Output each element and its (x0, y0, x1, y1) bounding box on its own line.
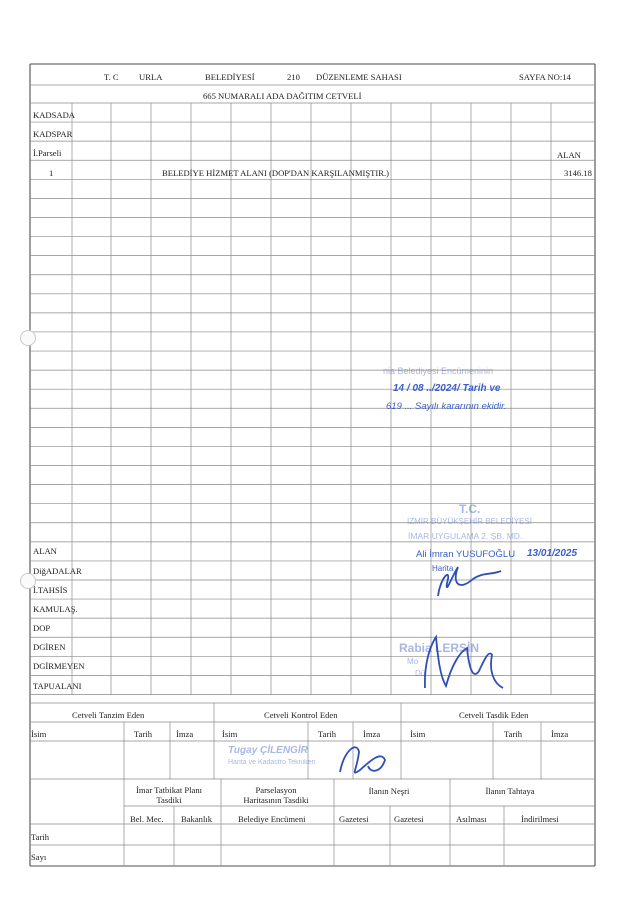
parselasyon-label: Parselasyon (255, 785, 297, 795)
council-stamp-line2: 14 / 08 ../2024/ Tarih ve (393, 383, 501, 394)
ibb-stamp-tc: T.C. (459, 502, 481, 516)
ilanin-nesri-label: İlanın Neşri (368, 786, 410, 796)
bel-mec-label: Bel. Mec. (130, 814, 164, 824)
imar-tatbikat-label: İmar Tatbikat Planı (135, 785, 203, 795)
tanzim-tarih: Tarih (134, 729, 153, 739)
first-row-desc: BELEDİYE HİZMET ALANI (DOP'DAN KARŞILANMIŞTIR.) (162, 168, 389, 178)
council-stamp-line3: 619 ... Sayılı kararının ekidir. (386, 401, 507, 412)
ilanin-tahtaya-label: İlanın Tahtaya (485, 786, 535, 796)
rabia-stamp-l3: Dü (415, 669, 426, 678)
tasdik-heading: Cetveli Tasdik Eden (459, 710, 529, 720)
kontrol-isim: İsim (222, 729, 238, 739)
tarih-row-label: Tarih (31, 832, 50, 842)
bakanlik-label: Bakanlık (181, 814, 213, 824)
header-area-no: 210 (287, 72, 300, 82)
engineer-title: Harita (432, 564, 454, 573)
tanzim-heading: Cetveli Tanzim Eden (72, 710, 145, 720)
ibb-stamp-dept: İMAR UYGULAMA 2. ŞB. MD. (408, 531, 523, 541)
tasdik-isim: İsim (410, 729, 426, 739)
summary-dgirmeyen: DGİRMEYEN (33, 661, 85, 671)
header-city: URLA (139, 72, 163, 82)
summary-tahsis: İ.TAHSİS (33, 585, 68, 595)
council-stamp-line1: nia Belediyesi Encümeninin (383, 366, 494, 376)
haritasinin-label: Haritasının Tasdiki (243, 795, 309, 805)
summary-alan: ALAN (33, 546, 57, 556)
imar-tasdiki-label: Tasdiki (156, 795, 182, 805)
kontrol-tarih: Tarih (318, 729, 337, 739)
summary-dop: DOP (33, 623, 51, 633)
summary-dgiren: DGİREN (33, 642, 66, 652)
table-title: 665 NUMARALI ADA DAĞITIM CETVELİ (203, 91, 362, 101)
kadsada-label: KADSADA (33, 110, 76, 120)
summary-kamulas: KAMULAŞ. (33, 604, 78, 614)
tugay-stamp-name: Tugay ÇİLENGİR (228, 745, 308, 756)
tanzim-isim: İsim (31, 729, 47, 739)
kontrol-heading: Cetveli Kontrol Eden (264, 710, 338, 720)
kontrol-imza: İmza (363, 729, 381, 739)
punch-hole-top (20, 330, 36, 346)
header-area-label: DÜZENLEME SAHASI (316, 72, 402, 82)
header-municipality: BELEDİYESİ (205, 72, 255, 82)
gazetesi-2-label: Gazetesi (394, 814, 424, 824)
rabia-stamp-l2: Mo (407, 657, 419, 666)
tasdik-tarih: Tarih (504, 729, 523, 739)
first-row-no: 1 (49, 168, 54, 178)
ibb-stamp-name: İZMİR BÜYÜKŞEHİR BELEDİYESİ (407, 517, 532, 526)
summary-tapualani: TAPUALANI (33, 681, 82, 691)
tugay-stamp-title: Harita ve Kadastro Teknikeri (228, 759, 316, 766)
header-page: SAYFA NO:14 (519, 72, 571, 82)
handwritten-date: 13/01/2025 (527, 548, 578, 559)
first-row-area: 3146.18 (564, 168, 592, 178)
parseli-label: İ.Parseli (33, 148, 62, 158)
header-tc: T. C (104, 72, 119, 82)
indirilmesi-label: İndirilmesi (521, 814, 559, 824)
kadspar-label: KADSPAR (33, 129, 73, 139)
encumeni-label: Belediye Encümeni (238, 814, 306, 824)
rabia-stamp-name: Rabia LERSİN (399, 641, 480, 655)
tanzim-imza: İmza (176, 729, 194, 739)
asilmasi-label: Asılması (456, 814, 487, 824)
alan-header: ALAN (557, 150, 581, 160)
engineer-stamp: Ali İmran YUSUFOĞLU (416, 549, 516, 560)
summary-digadalar: DiğADALAR (33, 566, 82, 576)
gazetesi-1-label: Gazetesi (339, 814, 369, 824)
tasdik-imza: İmza (551, 729, 569, 739)
sayi-row-label: Sayı (31, 852, 47, 862)
